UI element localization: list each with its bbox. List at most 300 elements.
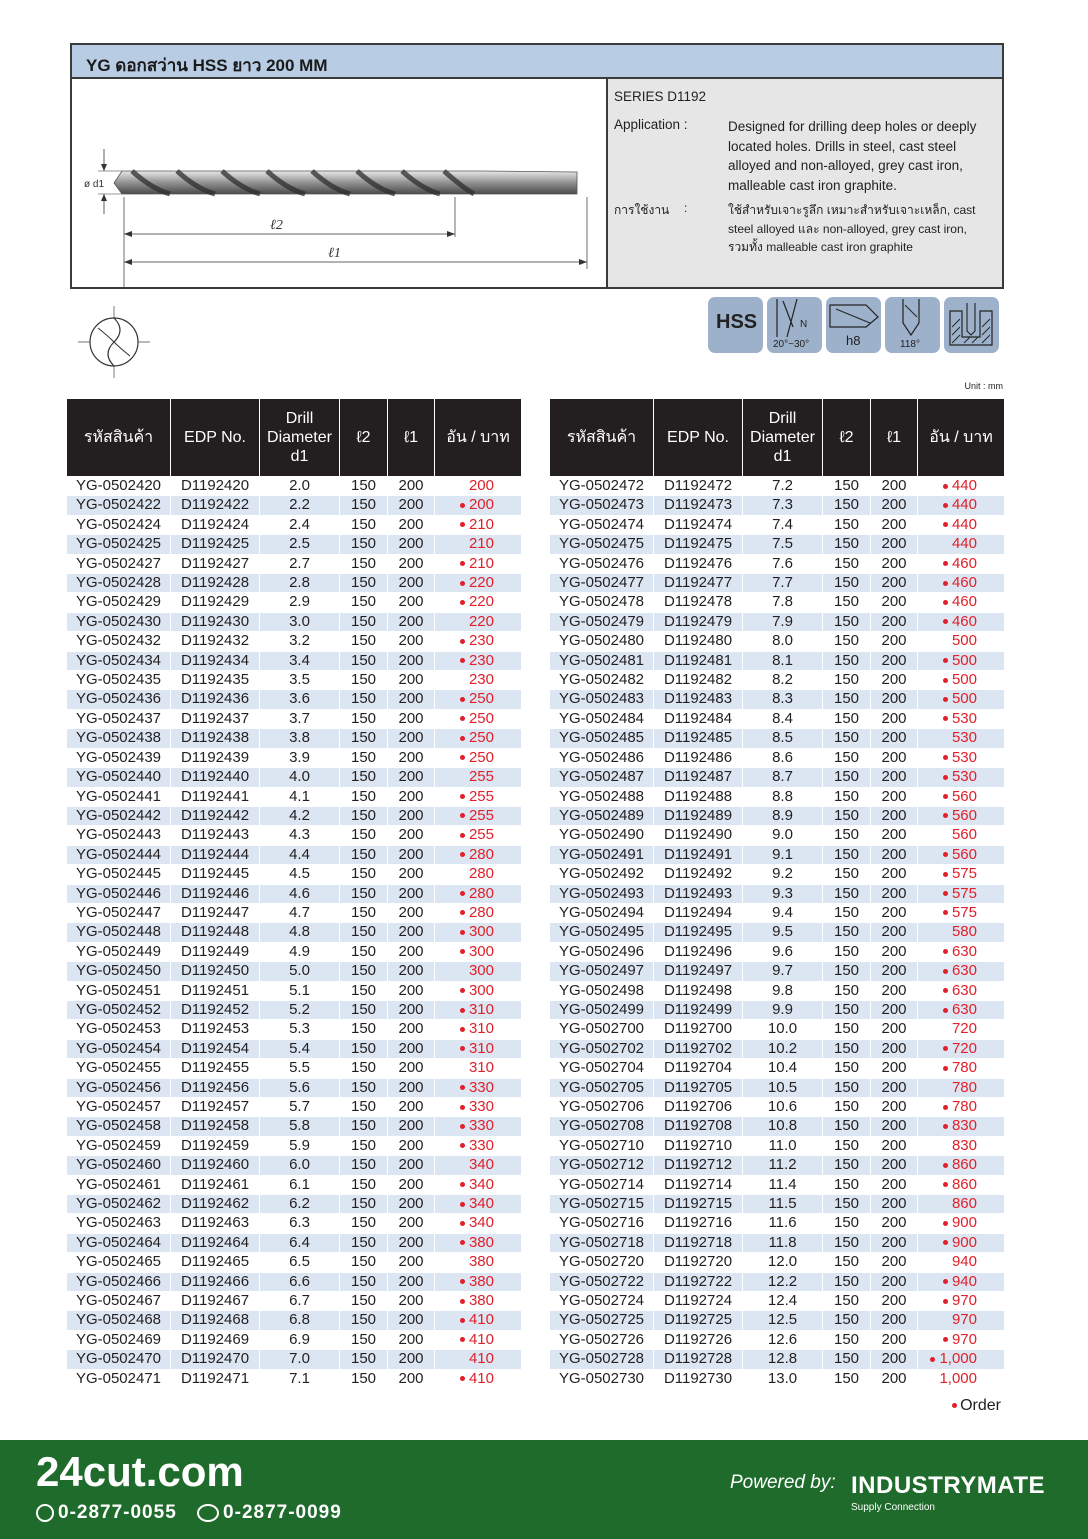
l1-length: 200 — [871, 1176, 917, 1194]
price-value: 460 — [951, 612, 977, 630]
table-row — [67, 923, 521, 941]
l2-length: 150 — [340, 865, 387, 883]
l1-length: 200 — [388, 1098, 434, 1116]
site-link[interactable]: 24cut.com — [36, 1448, 244, 1495]
edp-no: D1192498 — [654, 982, 742, 1000]
l2-length: 150 — [823, 1001, 870, 1019]
l1-length: 200 — [388, 923, 434, 941]
table-row — [550, 904, 1004, 922]
product-code: YG-0502466 — [67, 1273, 170, 1291]
price-table-right — [549, 398, 1005, 1389]
table-row — [550, 865, 1004, 883]
table-row — [550, 1020, 1004, 1038]
price — [918, 593, 1004, 611]
product-code: YG-0502720 — [550, 1253, 653, 1271]
l2-length: 150 — [823, 555, 870, 573]
l2-length: 150 — [823, 1176, 870, 1194]
table-row — [67, 671, 521, 689]
price — [435, 904, 521, 922]
order-dot-icon — [943, 619, 948, 624]
col-drill-diameter: Drill Diameter d1 — [260, 399, 339, 476]
l2-length: 150 — [823, 729, 870, 747]
l2-length: 150 — [823, 807, 870, 825]
price-value: 340 — [468, 1214, 494, 1232]
order-dot-icon — [460, 1105, 465, 1110]
l2-length: 150 — [823, 613, 870, 631]
l2-length: 150 — [340, 788, 387, 806]
price — [435, 807, 521, 825]
price — [918, 555, 1004, 573]
l2-length: 150 — [340, 1350, 387, 1368]
table-row — [550, 1331, 1004, 1349]
l1-length: 200 — [388, 943, 434, 961]
l1-length: 200 — [871, 1079, 917, 1097]
hss-icon: HSS — [708, 297, 763, 353]
table-row — [550, 1059, 1004, 1077]
price-value: 720 — [951, 1039, 977, 1057]
drill-diameter: 8.7 — [743, 768, 822, 786]
edp-no: D1192492 — [654, 865, 742, 883]
price — [918, 1370, 1004, 1388]
l2-length: 150 — [823, 535, 870, 553]
product-code: YG-0502493 — [550, 885, 653, 903]
table-row — [67, 1253, 521, 1271]
l2-length: 150 — [340, 1117, 387, 1135]
edp-no: D1192725 — [654, 1311, 742, 1329]
edp-no: D1192451 — [171, 982, 259, 1000]
drill-diameter: 5.9 — [260, 1137, 339, 1155]
price — [435, 1195, 521, 1213]
price — [435, 982, 521, 1000]
l1-length: 200 — [388, 904, 434, 922]
price — [435, 535, 521, 553]
table-row — [550, 1156, 1004, 1174]
l1-length: 200 — [871, 1370, 917, 1388]
edp-no: D1192490 — [654, 826, 742, 844]
l2-length: 150 — [823, 516, 870, 534]
price-value: 250 — [468, 709, 494, 727]
drill-diameter: 10.0 — [743, 1020, 822, 1038]
order-dot-icon — [460, 1376, 465, 1381]
l2-length: 150 — [823, 1117, 870, 1135]
drill-diameter: 10.8 — [743, 1117, 822, 1135]
col-product-code: รหัสสินค้า — [550, 399, 653, 476]
l1-length: 200 — [871, 690, 917, 708]
edp-no: D1192726 — [654, 1331, 742, 1349]
drill-diameter: 6.7 — [260, 1292, 339, 1310]
product-code: YG-0502440 — [67, 768, 170, 786]
price — [435, 1079, 521, 1097]
l1-length: 200 — [871, 613, 917, 631]
l1-length: 200 — [388, 477, 434, 495]
product-code: YG-0502453 — [67, 1020, 170, 1038]
table-row — [550, 807, 1004, 825]
product-code: YG-0502425 — [67, 535, 170, 553]
edp-no: D1192432 — [171, 632, 259, 650]
unit-label: Unit : mm — [964, 381, 1003, 391]
table-row — [67, 943, 521, 961]
product-code: YG-0502463 — [67, 1214, 170, 1232]
table-row — [550, 1214, 1004, 1232]
table-row — [550, 516, 1004, 534]
price-value: 500 — [951, 651, 977, 669]
l1-length: 200 — [388, 1350, 434, 1368]
product-code: YG-0502700 — [550, 1020, 653, 1038]
l2-length: 150 — [340, 1098, 387, 1116]
deep-hole-icon — [944, 297, 999, 353]
product-code: YG-0502467 — [67, 1292, 170, 1310]
price-value: 460 — [951, 593, 977, 611]
l2-length: 150 — [340, 516, 387, 534]
product-code: YG-0502499 — [550, 1001, 653, 1019]
price-value: 575 — [951, 903, 977, 921]
price-value: 780 — [951, 1078, 977, 1096]
order-dot-icon — [943, 1299, 948, 1304]
l1-length: 200 — [388, 710, 434, 728]
l1-length: 200 — [871, 516, 917, 534]
l1-length: 200 — [871, 962, 917, 980]
price — [435, 865, 521, 883]
price-value: 340 — [468, 1175, 494, 1193]
table-row — [550, 749, 1004, 767]
drill-diameter: 7.1 — [260, 1370, 339, 1388]
price-value: 220 — [468, 574, 494, 592]
price-value: 500 — [951, 671, 977, 689]
price — [918, 1234, 1004, 1252]
table-row — [67, 1331, 521, 1349]
l2-length: 150 — [340, 477, 387, 495]
l1-length: 200 — [871, 652, 917, 670]
order-dot-icon — [952, 1403, 957, 1408]
price-value: 310 — [468, 1059, 494, 1077]
l1-length: 200 — [388, 1079, 434, 1097]
product-code: YG-0502437 — [67, 710, 170, 728]
l1-length: 200 — [871, 788, 917, 806]
table-row — [67, 1156, 521, 1174]
table-row — [67, 1370, 521, 1388]
product-code: YG-0502441 — [67, 788, 170, 806]
price — [918, 885, 1004, 903]
edp-no: D1192459 — [171, 1137, 259, 1155]
price — [918, 962, 1004, 980]
price-value: 230 — [468, 671, 494, 689]
table-row — [67, 1137, 521, 1155]
l2-length: 150 — [823, 1273, 870, 1291]
l2-length: 150 — [823, 1350, 870, 1368]
l2-length: 150 — [340, 982, 387, 1000]
order-dot-icon — [460, 1337, 465, 1342]
order-dot-icon — [460, 716, 465, 721]
table-row — [550, 982, 1004, 1000]
l2-length: 150 — [823, 846, 870, 864]
drill-diameter: 8.0 — [743, 632, 822, 650]
l1-length: 200 — [388, 826, 434, 844]
l1-length: 200 — [388, 885, 434, 903]
order-dot-icon — [460, 522, 465, 527]
edp-no: D1192494 — [654, 904, 742, 922]
product-code: YG-0502432 — [67, 632, 170, 650]
table-row — [67, 768, 521, 786]
drill-diameter: 3.0 — [260, 613, 339, 631]
product-code: YG-0502497 — [550, 962, 653, 980]
product-code: YG-0502438 — [67, 729, 170, 747]
order-dot-icon — [943, 1240, 948, 1245]
l1-length: 200 — [871, 1311, 917, 1329]
l2-length: 150 — [823, 1253, 870, 1271]
edp-no: D1192496 — [654, 943, 742, 961]
order-dot-icon — [460, 1046, 465, 1051]
l1-length: 200 — [388, 671, 434, 689]
product-code: YG-0502479 — [550, 613, 653, 631]
order-dot-icon — [943, 503, 948, 508]
table-row — [550, 1001, 1004, 1019]
table-row — [550, 1273, 1004, 1291]
order-dot-icon — [460, 852, 465, 857]
product-code: YG-0502490 — [550, 826, 653, 844]
order-dot-icon — [943, 852, 948, 857]
edp-no: D1192704 — [654, 1059, 742, 1077]
product-code: YG-0502420 — [67, 477, 170, 495]
drill-diameter: 7.8 — [743, 593, 822, 611]
table-row — [67, 574, 521, 592]
l1-length: 200 — [871, 1040, 917, 1058]
drill-diameter: 9.5 — [743, 923, 822, 941]
price-value: 940 — [951, 1272, 977, 1290]
l1-length: 200 — [388, 788, 434, 806]
l1-length: 200 — [388, 690, 434, 708]
l1-length: 200 — [388, 729, 434, 747]
l2-length: 150 — [823, 574, 870, 592]
price — [435, 1234, 521, 1252]
drill-diameter: 6.3 — [260, 1214, 339, 1232]
l1-length: 200 — [871, 671, 917, 689]
product-code: YG-0502439 — [67, 749, 170, 767]
price-value: 630 — [951, 942, 977, 960]
order-dot-icon — [943, 1124, 948, 1129]
price-value: 970 — [951, 1292, 977, 1310]
drill-diameter: 8.9 — [743, 807, 822, 825]
price-value: 210 — [468, 535, 494, 553]
price-value: 970 — [951, 1311, 977, 1329]
l1-length: 200 — [871, 865, 917, 883]
l1-length: 200 — [388, 516, 434, 534]
l1-length: 200 — [388, 768, 434, 786]
l2-length: 150 — [340, 632, 387, 650]
table-row — [67, 555, 521, 573]
drill-diameter: 10.5 — [743, 1079, 822, 1097]
edp-no: D1192450 — [171, 962, 259, 980]
drill-diameter: 9.4 — [743, 904, 822, 922]
l2-length: 150 — [340, 555, 387, 573]
drill-diameter: 9.3 — [743, 885, 822, 903]
drill-diameter: 9.0 — [743, 826, 822, 844]
product-code: YG-0502726 — [550, 1331, 653, 1349]
drill-diameter: 8.8 — [743, 788, 822, 806]
l2-length: 150 — [823, 1040, 870, 1058]
product-code: YG-0502446 — [67, 885, 170, 903]
l1-length: 200 — [388, 1001, 434, 1019]
edp-no: D1192702 — [654, 1040, 742, 1058]
table-row — [550, 729, 1004, 747]
l2-length: 150 — [823, 923, 870, 941]
l2-length: 150 — [823, 671, 870, 689]
table-row — [67, 885, 521, 903]
price-value: 860 — [951, 1156, 977, 1174]
drill-diameter: 6.4 — [260, 1234, 339, 1252]
l1-length: 200 — [871, 923, 917, 941]
phone-icon — [36, 1504, 54, 1522]
order-legend — [952, 1397, 1001, 1415]
l1-length: 200 — [871, 943, 917, 961]
l2-length: 150 — [340, 729, 387, 747]
order-dot-icon — [943, 910, 948, 915]
product-code: YG-0502728 — [550, 1350, 653, 1368]
l1-length: 200 — [388, 613, 434, 631]
table-row — [550, 1311, 1004, 1329]
order-dot-icon — [460, 891, 465, 896]
l1-length: 200 — [871, 768, 917, 786]
l1-length: 200 — [871, 1001, 917, 1019]
price-value: 530 — [951, 748, 977, 766]
dim-l1: ℓ1 — [328, 246, 341, 261]
order-dot-icon — [460, 561, 465, 566]
l1-length: 200 — [871, 729, 917, 747]
product-code: YG-0502718 — [550, 1234, 653, 1252]
edp-no: D1192427 — [171, 555, 259, 573]
l1-length: 200 — [871, 535, 917, 553]
drill-diameter: 8.2 — [743, 671, 822, 689]
order-dot-icon — [943, 561, 948, 566]
col-l1: ℓ1 — [871, 399, 917, 476]
drill-diameter: 8.3 — [743, 690, 822, 708]
product-code: YG-0502443 — [67, 826, 170, 844]
product-code: YG-0502434 — [67, 652, 170, 670]
price-value: 780 — [951, 1059, 977, 1077]
price — [435, 826, 521, 844]
l1-length: 200 — [388, 1195, 434, 1213]
order-dot-icon — [460, 1299, 465, 1304]
edp-no: D1192428 — [171, 574, 259, 592]
edp-no: D1192429 — [171, 593, 259, 611]
price — [435, 729, 521, 747]
edp-no: D1192716 — [654, 1214, 742, 1232]
edp-no: D1192486 — [654, 749, 742, 767]
edp-no: D1192487 — [654, 768, 742, 786]
l2-length: 150 — [823, 885, 870, 903]
order-dot-icon — [943, 1008, 948, 1013]
l1-length: 200 — [388, 982, 434, 1000]
product-code: YG-0502491 — [550, 846, 653, 864]
l2-length: 150 — [340, 1273, 387, 1291]
drill-diameter: 3.9 — [260, 749, 339, 767]
price — [435, 1331, 521, 1349]
table-row — [550, 535, 1004, 553]
product-code: YG-0502436 — [67, 690, 170, 708]
product-code: YG-0502469 — [67, 1331, 170, 1349]
edp-no: D1192453 — [171, 1020, 259, 1038]
price — [435, 1292, 521, 1310]
product-code: YG-0502422 — [67, 496, 170, 514]
l1-length: 200 — [388, 1176, 434, 1194]
drill-diameter: 6.5 — [260, 1253, 339, 1271]
order-dot-icon — [460, 503, 465, 508]
price-value: 530 — [951, 729, 977, 747]
order-dot-icon — [943, 658, 948, 663]
price — [435, 923, 521, 941]
l1-length: 200 — [871, 1273, 917, 1291]
edp-no: D1192446 — [171, 885, 259, 903]
order-dot-icon — [460, 1202, 465, 1207]
price-value: 330 — [468, 1098, 494, 1115]
edp-no: D1192456 — [171, 1079, 259, 1097]
drill-diameter: 2.7 — [260, 555, 339, 573]
price — [918, 671, 1004, 689]
edp-no: D1192724 — [654, 1292, 742, 1310]
drill-diameter: 6.1 — [260, 1176, 339, 1194]
product-code: YG-0502487 — [550, 768, 653, 786]
table-row — [67, 846, 521, 864]
product-code: YG-0502455 — [67, 1059, 170, 1077]
l1-length: 200 — [871, 1253, 917, 1271]
l2-length: 150 — [340, 846, 387, 864]
price-value: 250 — [468, 690, 494, 708]
table-row — [550, 1079, 1004, 1097]
price — [918, 1253, 1004, 1271]
price — [435, 1059, 521, 1077]
product-code: YG-0502430 — [67, 613, 170, 631]
dim-d1: ø d1 — [84, 179, 105, 190]
order-dot-icon — [460, 1240, 465, 1245]
order-dot-icon — [460, 1143, 465, 1148]
product-code: YG-0502730 — [550, 1370, 653, 1388]
drill-diameter: 5.5 — [260, 1059, 339, 1077]
l2-length: 150 — [823, 768, 870, 786]
edp-no: D1192473 — [654, 496, 742, 514]
drill-diameter: 8.5 — [743, 729, 822, 747]
edp-no: D1192484 — [654, 710, 742, 728]
l2-length: 150 — [340, 593, 387, 611]
table-row — [67, 1195, 521, 1213]
l1-length: 200 — [871, 1214, 917, 1232]
phone-number[interactable]: 0-2877-0055 — [58, 1502, 177, 1523]
product-code: YG-0502429 — [67, 593, 170, 611]
order-dot-icon — [943, 1221, 948, 1226]
l2-length: 150 — [340, 1253, 387, 1271]
brand-tagline: Supply Connection — [851, 1502, 935, 1513]
price-value: 280 — [468, 865, 494, 883]
product-code: YG-0502714 — [550, 1176, 653, 1194]
drill-diameter: 6.9 — [260, 1331, 339, 1349]
table-row — [67, 1350, 521, 1368]
table-row — [67, 690, 521, 708]
price — [918, 749, 1004, 767]
col-l2: ℓ2 — [823, 399, 870, 476]
col-edp-no: EDP No. — [171, 399, 259, 476]
fax-number[interactable]: 0-2877-0099 — [223, 1502, 342, 1523]
price-value: 410 — [468, 1311, 494, 1329]
order-dot-icon — [943, 813, 948, 818]
table-body-left — [67, 477, 521, 1388]
l2-length: 150 — [340, 1040, 387, 1058]
product-code: YG-0502482 — [550, 671, 653, 689]
price — [435, 496, 521, 514]
order-dot-icon — [460, 1008, 465, 1013]
price-value: 300 — [468, 923, 494, 941]
product-code: YG-0502452 — [67, 1001, 170, 1019]
edp-no: D1192461 — [171, 1176, 259, 1194]
product-code: YG-0502494 — [550, 904, 653, 922]
product-code: YG-0502705 — [550, 1079, 653, 1097]
